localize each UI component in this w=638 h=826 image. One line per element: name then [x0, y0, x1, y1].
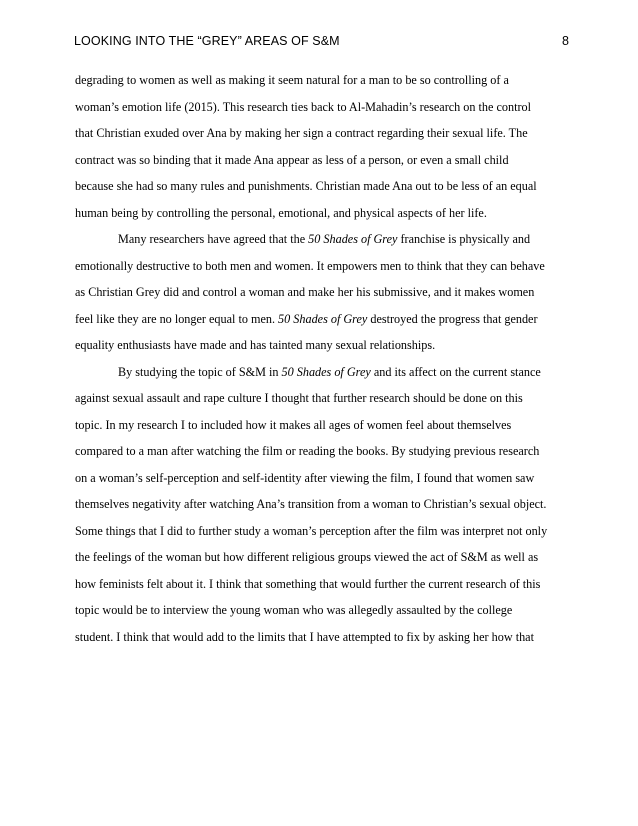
text-span: as Christian Grey did and control a woman and make her his submissive, and it makes women	[75, 285, 535, 299]
book-title: 50 Shades of Grey	[308, 232, 398, 246]
text-span: By studying the topic of S&M in	[118, 364, 282, 379]
text-line	[75, 412, 570, 439]
text-span: against sexual assault and rape culture I thought that further research should be done on this	[75, 391, 523, 405]
text-line	[75, 253, 570, 280]
text-line	[75, 438, 570, 465]
book-title: 50 Shades of Grey	[281, 364, 371, 379]
text-line	[75, 518, 570, 545]
text-span: equality enthusiasts have made and has tainted many sexual relationships.	[75, 338, 436, 352]
text-span: how feminists felt about it. I think that something that would further the current research of this	[75, 576, 541, 591]
body-text	[75, 67, 570, 650]
text-line	[75, 491, 570, 518]
text-line	[75, 597, 570, 624]
text-span: human being by controlling the personal, emotional, and physical aspects of her life.	[75, 205, 487, 220]
text-span: topic. In my research I to included how it makes all ages of women feel about themselves	[75, 417, 512, 432]
text-span: feel like they are no longer equal to men.	[75, 311, 279, 326]
text-line	[75, 465, 570, 492]
text-span: degrading to women as well as making it seem natural for a man to be so controlling of a	[75, 73, 509, 87]
text-span: contract was so binding that it made Ana appear as less of a person, or even a small child	[75, 152, 509, 167]
text-line	[75, 571, 570, 598]
text-span: emotionally destructive to both men and women. It empowers men to think that they can behave	[75, 258, 545, 273]
text-span: themselves negativity after watching Ana’s transition from a woman to Christian’s sexual object.	[75, 497, 547, 511]
running-header	[74, 34, 569, 54]
text-span: destroyed the progress that gender	[367, 311, 538, 326]
text-line	[75, 120, 570, 147]
text-span: Some things that I did to further study a woman’s perception after the film was interpret not only	[75, 523, 548, 538]
paragraph-first-line	[75, 359, 570, 386]
text-line	[75, 147, 570, 174]
text-line	[75, 624, 570, 651]
text-line	[75, 306, 570, 333]
text-span: the feelings of the woman but how different religious groups viewed the act of S&M as well as	[75, 550, 539, 564]
text-span: woman’s emotion life (2015). This research ties back to Al-Mahadin’s research on the control	[75, 99, 531, 114]
text-span: compared to a man after watching the film or reading the books. By studying previous research	[75, 444, 540, 458]
paragraph-first-line	[75, 226, 570, 253]
text-span: student. I think that would add to the limits that I have attempted to fix by asking her how that	[75, 629, 534, 644]
text-span: that Christian exuded over Ana by making her sign a contract regarding their sexual life. The	[75, 126, 528, 140]
text-span: Many researchers have agreed that the	[118, 232, 309, 246]
text-span: franchise is physically and	[397, 232, 531, 246]
running-head-title: LOOKING INTO THE “GREY” AREAS OF S&M	[74, 34, 340, 48]
text-line	[75, 385, 570, 412]
text-span: and its affect on the current stance	[370, 364, 541, 379]
text-line	[75, 332, 570, 359]
text-line	[75, 200, 570, 227]
text-span: because she had so many rules and punishments. Christian made Ana out to be less of an equal	[75, 179, 537, 193]
text-span: topic would be to interview the young woman who was allegedly assaulted by the college	[75, 603, 513, 617]
text-line	[75, 94, 570, 121]
text-line	[75, 544, 570, 571]
text-span: on a woman’s self-perception and self-identity after viewing the film, I found that women saw	[75, 470, 535, 485]
book-title: 50 Shades of Grey	[278, 311, 368, 326]
text-line	[75, 279, 570, 306]
page-number: 8	[562, 34, 569, 48]
text-line	[75, 67, 570, 94]
text-line	[75, 173, 570, 200]
